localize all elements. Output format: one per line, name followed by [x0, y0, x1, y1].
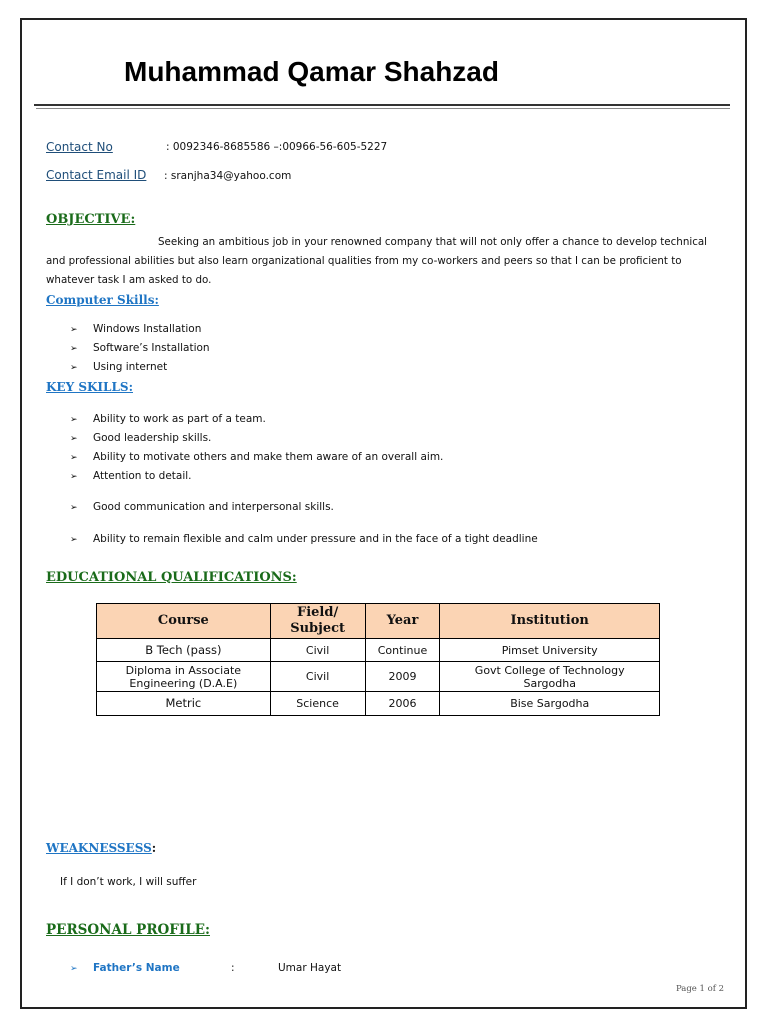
objective-line-2: and professional abilities but also learn organizational qualities from my co-workers and peers so that I can be proficient to: [46, 255, 682, 267]
arrow-bullet-icon: ➢: [70, 453, 78, 463]
table-cell: 2006: [365, 692, 440, 716]
list-item: ➢ Using internet: [70, 361, 168, 373]
arrow-bullet-icon: ➢: [70, 325, 78, 335]
weakness-heading-colon: :: [151, 841, 157, 855]
father-name-value: Umar Hayat: [278, 962, 342, 974]
table-cell: Continue: [365, 639, 440, 662]
father-name-row: [70, 962, 341, 974]
arrow-bullet-icon: ➢: [70, 964, 78, 974]
contact-phone-value: : 0092346-8685586 –:00966-56-605-5227: [166, 141, 388, 153]
list-item: ➢ Ability to motivate others and make them aware of an overall aim.: [70, 451, 444, 463]
table-cell: Metric: [97, 692, 271, 716]
table-cell: Civil: [270, 662, 365, 692]
arrow-bullet-icon: ➢: [70, 344, 78, 354]
arrow-bullet-icon: ➢: [70, 472, 78, 482]
arrow-bullet-icon: ➢: [70, 415, 78, 425]
title-rule-thin: [36, 108, 730, 109]
list-item: ➢ Good leadership skills.: [70, 432, 212, 444]
page-border: [20, 18, 747, 1009]
objective-text: [46, 233, 726, 290]
objective-line-1: Seeking an ambitious job in your renowned company that will not only offer a chance to develop technical: [158, 236, 708, 248]
list-item: ➢ Ability to remain flexible and calm under pressure and in the face of a tight deadline: [70, 533, 538, 545]
education-table: [96, 603, 660, 716]
table-cell: Civil: [270, 639, 365, 662]
personal-profile-heading: PERSONAL PROFILE:: [46, 922, 210, 938]
table-cell: Science: [270, 692, 365, 716]
table-row: [97, 662, 660, 692]
arrow-bullet-icon: ➢: [70, 503, 78, 513]
candidate-name: Muhammad Qamar Shahzad: [124, 56, 499, 87]
contact-phone-label: Contact No: [46, 140, 113, 154]
column-header-course: Course: [97, 604, 271, 639]
weakness-heading: [46, 841, 156, 855]
objective-line-3: whatever task I am asked to do.: [46, 274, 212, 286]
education-heading: EDUCATIONAL QUALIFICATIONS:: [46, 570, 297, 585]
father-name-separator: :: [231, 962, 235, 974]
table-cell: 2009: [365, 662, 440, 692]
contact-email-label: Contact Email ID: [46, 168, 147, 182]
arrow-bullet-icon: ➢: [70, 535, 78, 545]
table-cell: Bise Sargodha: [440, 692, 660, 716]
list-item: ➢ Good communication and interpersonal skills.: [70, 501, 334, 513]
column-header-institution: Institution: [440, 604, 660, 639]
weakness-heading-text: WEAKNESSESS: [46, 841, 152, 855]
list-item: ➢ Attention to detail.: [70, 470, 192, 482]
list-item: ➢ Windows Installation: [70, 323, 202, 335]
arrow-bullet-icon: ➢: [70, 363, 78, 373]
table-cell: B Tech (pass): [97, 639, 271, 662]
father-name-label: Father’s Name: [93, 962, 180, 974]
table-row: [97, 692, 660, 716]
page-number: Page 1 of 2: [675, 984, 724, 994]
table-header-row: [97, 604, 660, 639]
weakness-text: If I don’t work, I will suffer: [60, 876, 197, 888]
list-item: ➢ Ability to work as part of a team.: [70, 413, 266, 425]
title-rule: [34, 104, 730, 106]
key-skills-heading: KEY SKILLS:: [46, 380, 133, 394]
table-cell: Govt College of Technology Sargodha: [440, 662, 660, 692]
list-item: ➢ Software’s Installation: [70, 342, 210, 354]
arrow-bullet-icon: ➢: [70, 434, 78, 444]
column-header-year: Year: [365, 604, 440, 639]
contact-email-value: : sranjha34@yahoo.com: [164, 170, 292, 182]
objective-heading: OBJECTIVE:: [46, 212, 136, 227]
computer-skills-heading: Computer Skills:: [46, 293, 159, 307]
column-header-field: Field/ Subject: [270, 604, 365, 639]
table-cell: Diploma in Associate Engineering (D.A.E): [97, 662, 271, 692]
table-cell: Pimset University: [440, 639, 660, 662]
table-row: [97, 639, 660, 662]
